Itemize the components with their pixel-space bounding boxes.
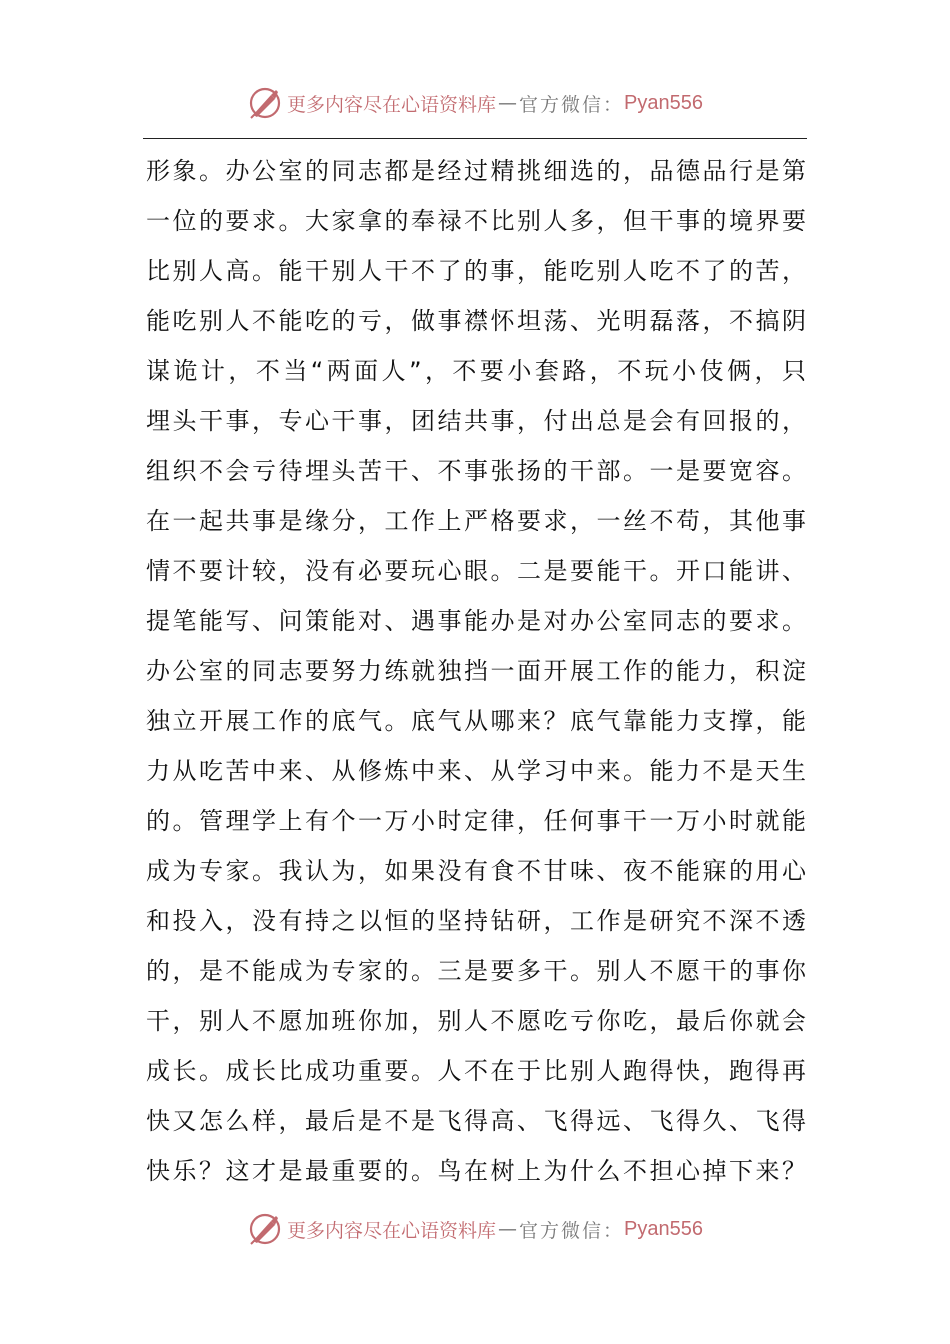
pen-nib-logo-icon	[247, 1211, 283, 1247]
header-divider	[143, 138, 807, 139]
body-line: 和投入，没有持之以恒的坚持钻研，工作是研究不深不透	[146, 907, 806, 935]
body-line: 情不要计较，没有必要玩心眼。二是要能干。开口能讲、	[146, 557, 806, 585]
document-body	[146, 146, 806, 1196]
body-line: 独立开展工作的底气。底气从哪来？底气靠能力支撑，能	[146, 707, 806, 735]
body-line: 力从吃苦中来、从修炼中来、从学习中来。能力不是天生	[146, 757, 806, 785]
body-line: 快乐？这才是最重要的。鸟在树上为什么不担心掉下来？	[146, 1157, 806, 1185]
body-line: 成为专家。我认为，如果没有食不甘味、夜不能寐的用心	[146, 857, 806, 885]
body-line: 组织不会亏待埋头苦干、不事张扬的干部。一是要宽容。	[146, 457, 806, 485]
body-line: 成长。成长比成功重要。人不在于比别人跑得快，跑得再	[146, 1057, 806, 1085]
footer-site-text: 更多内容尽在心语资料库	[287, 1219, 497, 1242]
header-separator: —	[498, 92, 518, 114]
body-line: 干，别人不愿加班你加，别人不愿吃亏你吃，最后你就会	[146, 1007, 806, 1035]
footer-wechat-id: Pyan556	[624, 1217, 703, 1240]
body-line: 谋诡计，不当“两面人”，不要小套路，不玩小伎俩，只	[146, 357, 806, 385]
body-line: 一位的要求。大家拿的奉禄不比别人多，但干事的境界要	[146, 207, 806, 235]
body-line: 能吃别人不能吃的亏，做事襟怀坦荡、光明磊落，不搞阴	[146, 307, 806, 335]
header-banner	[0, 83, 950, 123]
footer-banner	[0, 1209, 950, 1249]
body-line: 快又怎么样，最后是不是飞得高、飞得远、飞得久、飞得	[146, 1107, 806, 1135]
body-line: 埋头干事，专心干事，团结共事，付出总是会有回报的，	[146, 407, 806, 435]
body-line: 在一起共事是缘分，工作上严格要求，一丝不苟，其他事	[146, 507, 806, 535]
body-line: 形象。办公室的同志都是经过精挑细选的，品德品行是第	[146, 157, 806, 185]
pen-nib-logo-icon	[247, 85, 283, 121]
header-site-text: 更多内容尽在心语资料库	[287, 93, 497, 116]
header-wechat-label: 官方微信：	[519, 93, 625, 116]
header-wechat-id: Pyan556	[624, 91, 703, 114]
body-line: 提笔能写、问策能对、遇事能办是对办公室同志的要求。	[146, 607, 806, 635]
body-line: 办公室的同志要努力练就独挡一面开展工作的能力，积淀	[146, 657, 806, 685]
body-line: 的。管理学上有个一万小时定律，任何事干一万小时就能	[146, 807, 806, 835]
footer-separator: —	[498, 1218, 518, 1240]
body-line: 比别人高。能干别人干不了的事，能吃别人吃不了的苦，	[146, 257, 806, 285]
body-line: 的，是不能成为专家的。三是要多干。别人不愿干的事你	[146, 957, 806, 985]
footer-wechat-label: 官方微信：	[519, 1219, 625, 1242]
